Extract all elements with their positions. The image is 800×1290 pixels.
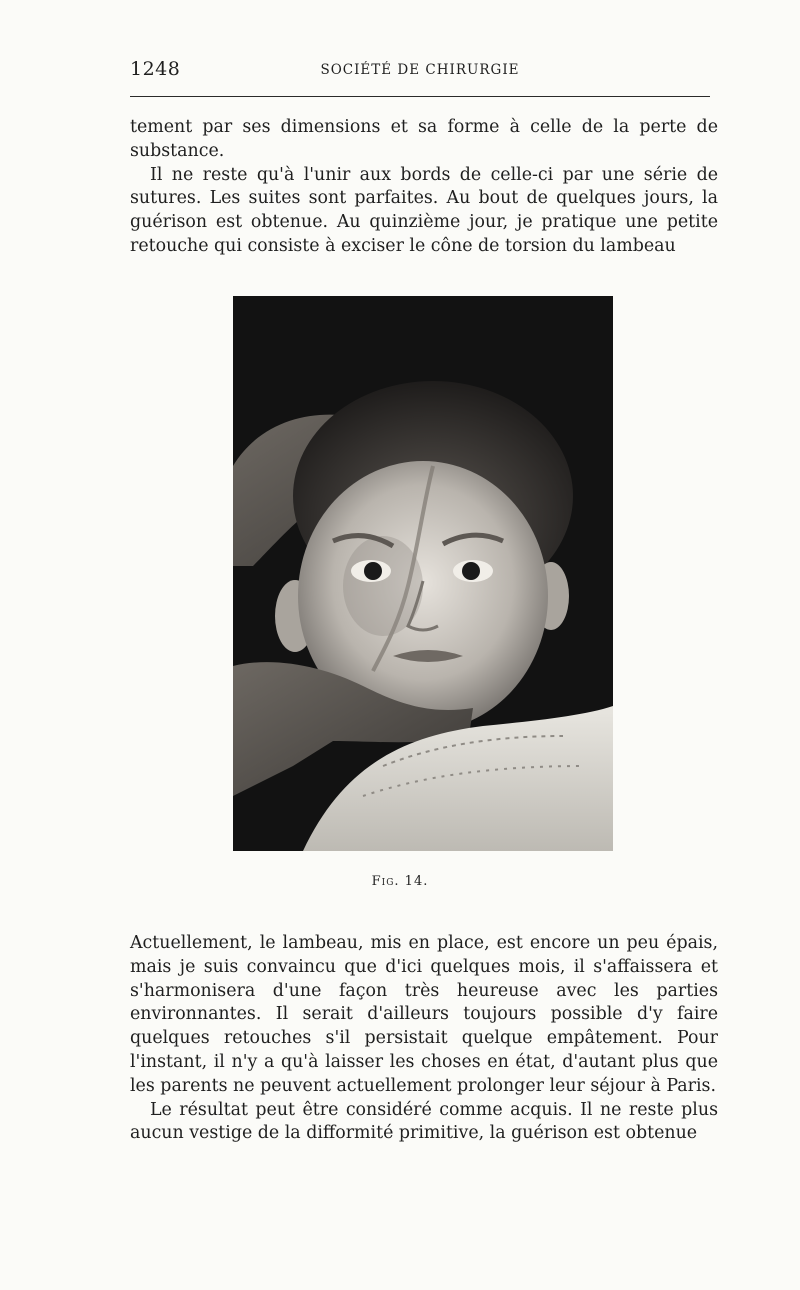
page-number: 1248	[130, 58, 181, 80]
child-portrait-illustration	[233, 296, 613, 851]
page-header	[130, 58, 710, 84]
paragraph: tement par ses dimensions et sa forme à celle de la perte de substance.	[130, 117, 718, 161]
paragraph: Il ne reste qu'à l'unir aux bords de celle-ci par une série de sutures. Les suites sont parfaites. Au bout de quelques jours, la guérison est obtenue. Au quinzième jour, je pratique une petite retouche qui consiste à exciser le cône de torsion du lambeau	[130, 164, 718, 256]
running-title: SOCIÉTÉ DE CHIRURGIE	[320, 62, 520, 78]
figure-photograph	[233, 296, 613, 851]
paragraph: Le résultat peut être considéré comme acquis. Il ne reste plus aucun vestige de la difformité primitive, la guérison est obtenue	[130, 1099, 718, 1144]
body-text-bottom	[130, 932, 718, 1146]
figure-caption: Fig. 14.	[371, 874, 429, 889]
body-text-top	[130, 116, 718, 259]
paragraph: Actuellement, le lambeau, mis en place, est encore un peu épais, mais je suis convaincu que d'ici quelques mois, il s'affaissera et s'harmonisera d'une façon très heureuse avec les parties environnantes. Il serait d'ailleurs toujours possible d'y faire quelques retouches s'il persistait quelque empâtement. Pour l'instant, il n'y a qu'à laisser les choses en état, d'autant plus que les parents ne peuvent actuellement prolonger leur séjour à Paris.	[130, 933, 718, 1096]
header-rule	[130, 96, 710, 97]
